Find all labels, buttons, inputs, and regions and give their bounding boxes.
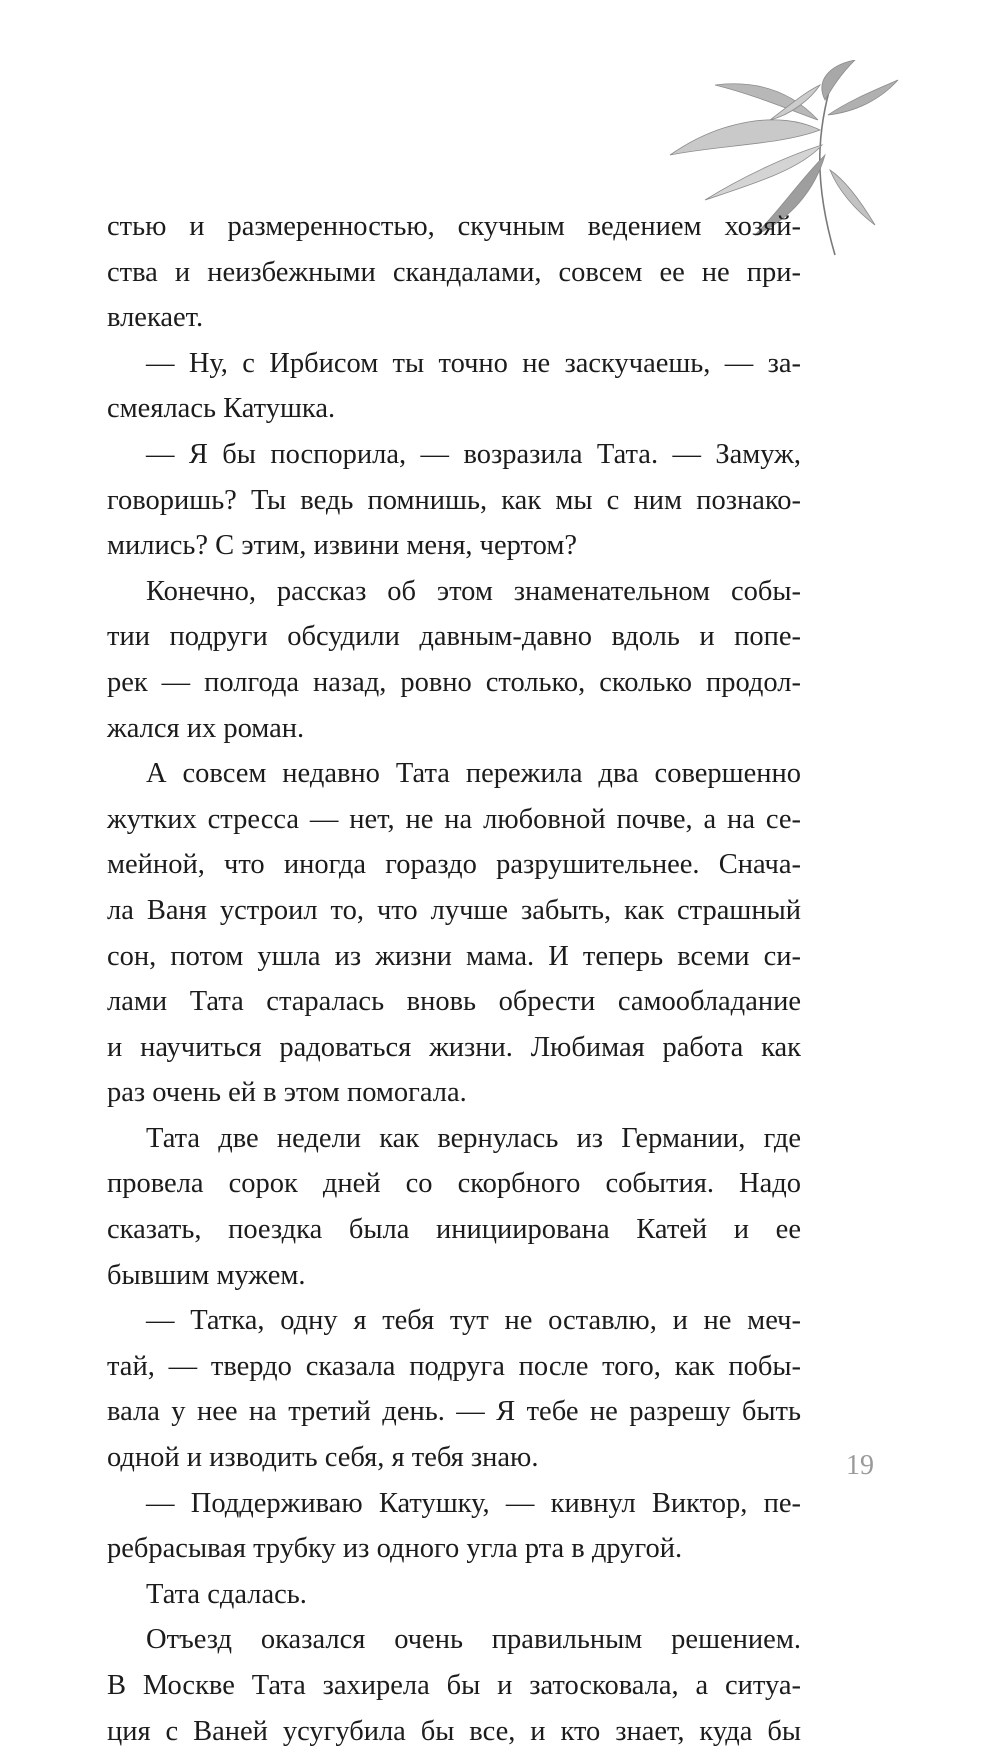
text-line: рек — полгода назад, ровно столько, сколько продол- xyxy=(107,666,801,698)
text-line: стью и размеренностью, скучным ведением хозяй- xyxy=(107,211,801,242)
text-line: влекает. xyxy=(107,302,204,334)
body-text xyxy=(107,204,801,1754)
text-line: — Ну, с Ирбисом ты точно не заскучаешь, — за- xyxy=(146,347,801,379)
text-line: — Поддерживаю Катушку, — кивнул Виктор, пе- xyxy=(146,1487,801,1519)
page-number: 19 xyxy=(846,1450,874,1481)
text-line: бывшим мужем. xyxy=(107,1259,306,1291)
text-line: тии подруги обсудили давным-давно вдоль и попе- xyxy=(107,621,801,653)
text-line: ребрасывая трубку из одного угла рта в другой. xyxy=(107,1533,683,1565)
leaf xyxy=(828,80,898,115)
text-line: тай, — твердо сказала подруга после того, как побы- xyxy=(107,1350,801,1382)
text-line: лами Тата старалась вновь обрести самообладание xyxy=(107,986,801,1018)
text-line: сон, потом ушла из жизни мама. И теперь всеми си- xyxy=(107,940,801,972)
text-line: мейной, что иногда гораздо разрушительнее. Снача- xyxy=(107,849,801,881)
text-line: Тата две недели как вернулась из Германии, где xyxy=(146,1122,801,1154)
leaf xyxy=(670,120,820,155)
text-line: жался их роман. xyxy=(107,712,305,744)
text-line: и научиться радоваться жизни. Любимая работа как xyxy=(107,1031,801,1063)
text-line: жутких стресса — нет, не на любовной почве, а на се- xyxy=(107,803,801,835)
text-line: одной и изводить себя, я тебя знаю. xyxy=(107,1442,539,1474)
text-line: Отъезд оказался очень правильным решением. xyxy=(146,1624,801,1656)
text-line: сказать, поездка была инициирована Катей и ее xyxy=(107,1214,801,1246)
text-line: В Москве Тата захирела бы и затосковала, а ситуа- xyxy=(107,1670,801,1701)
text-line: смеялась Катушка. xyxy=(107,393,336,425)
text-line: вала у нее на третий день. — Я тебе не разрешу быть xyxy=(107,1396,801,1428)
text-line: провела сорок дней со скорбного события. Надо xyxy=(107,1168,801,1200)
text-line: говоришь? Ты ведь помнишь, как мы с ним познако- xyxy=(107,484,801,516)
text-line: А совсем недавно Тата пережила два совершенно xyxy=(146,758,801,790)
text-line: ства и неизбежными скандалами, совсем ее не при- xyxy=(107,256,801,288)
text-line: Конечно, рассказ об этом знаменательном собы- xyxy=(146,575,801,607)
text-line: — Я бы поспорила, — возразила Тата. — Замуж, xyxy=(146,438,801,470)
text-line: мились? С этим, извини меня, чертом? xyxy=(107,530,578,562)
text-line: Тата сдалась. xyxy=(146,1578,307,1610)
text-line: ция с Ваней усугубила бы все, и кто знает, куда бы xyxy=(107,1715,801,1747)
text-line: — Татка, одну я тебя тут не оставлю, и не меч- xyxy=(146,1305,801,1337)
leaf xyxy=(830,170,875,225)
text-line: раз очень ей в этом помогала. xyxy=(107,1077,467,1109)
text-line: ла Ваня устроил то, что лучше забыть, как страшный xyxy=(107,894,801,926)
leaf xyxy=(822,60,855,100)
